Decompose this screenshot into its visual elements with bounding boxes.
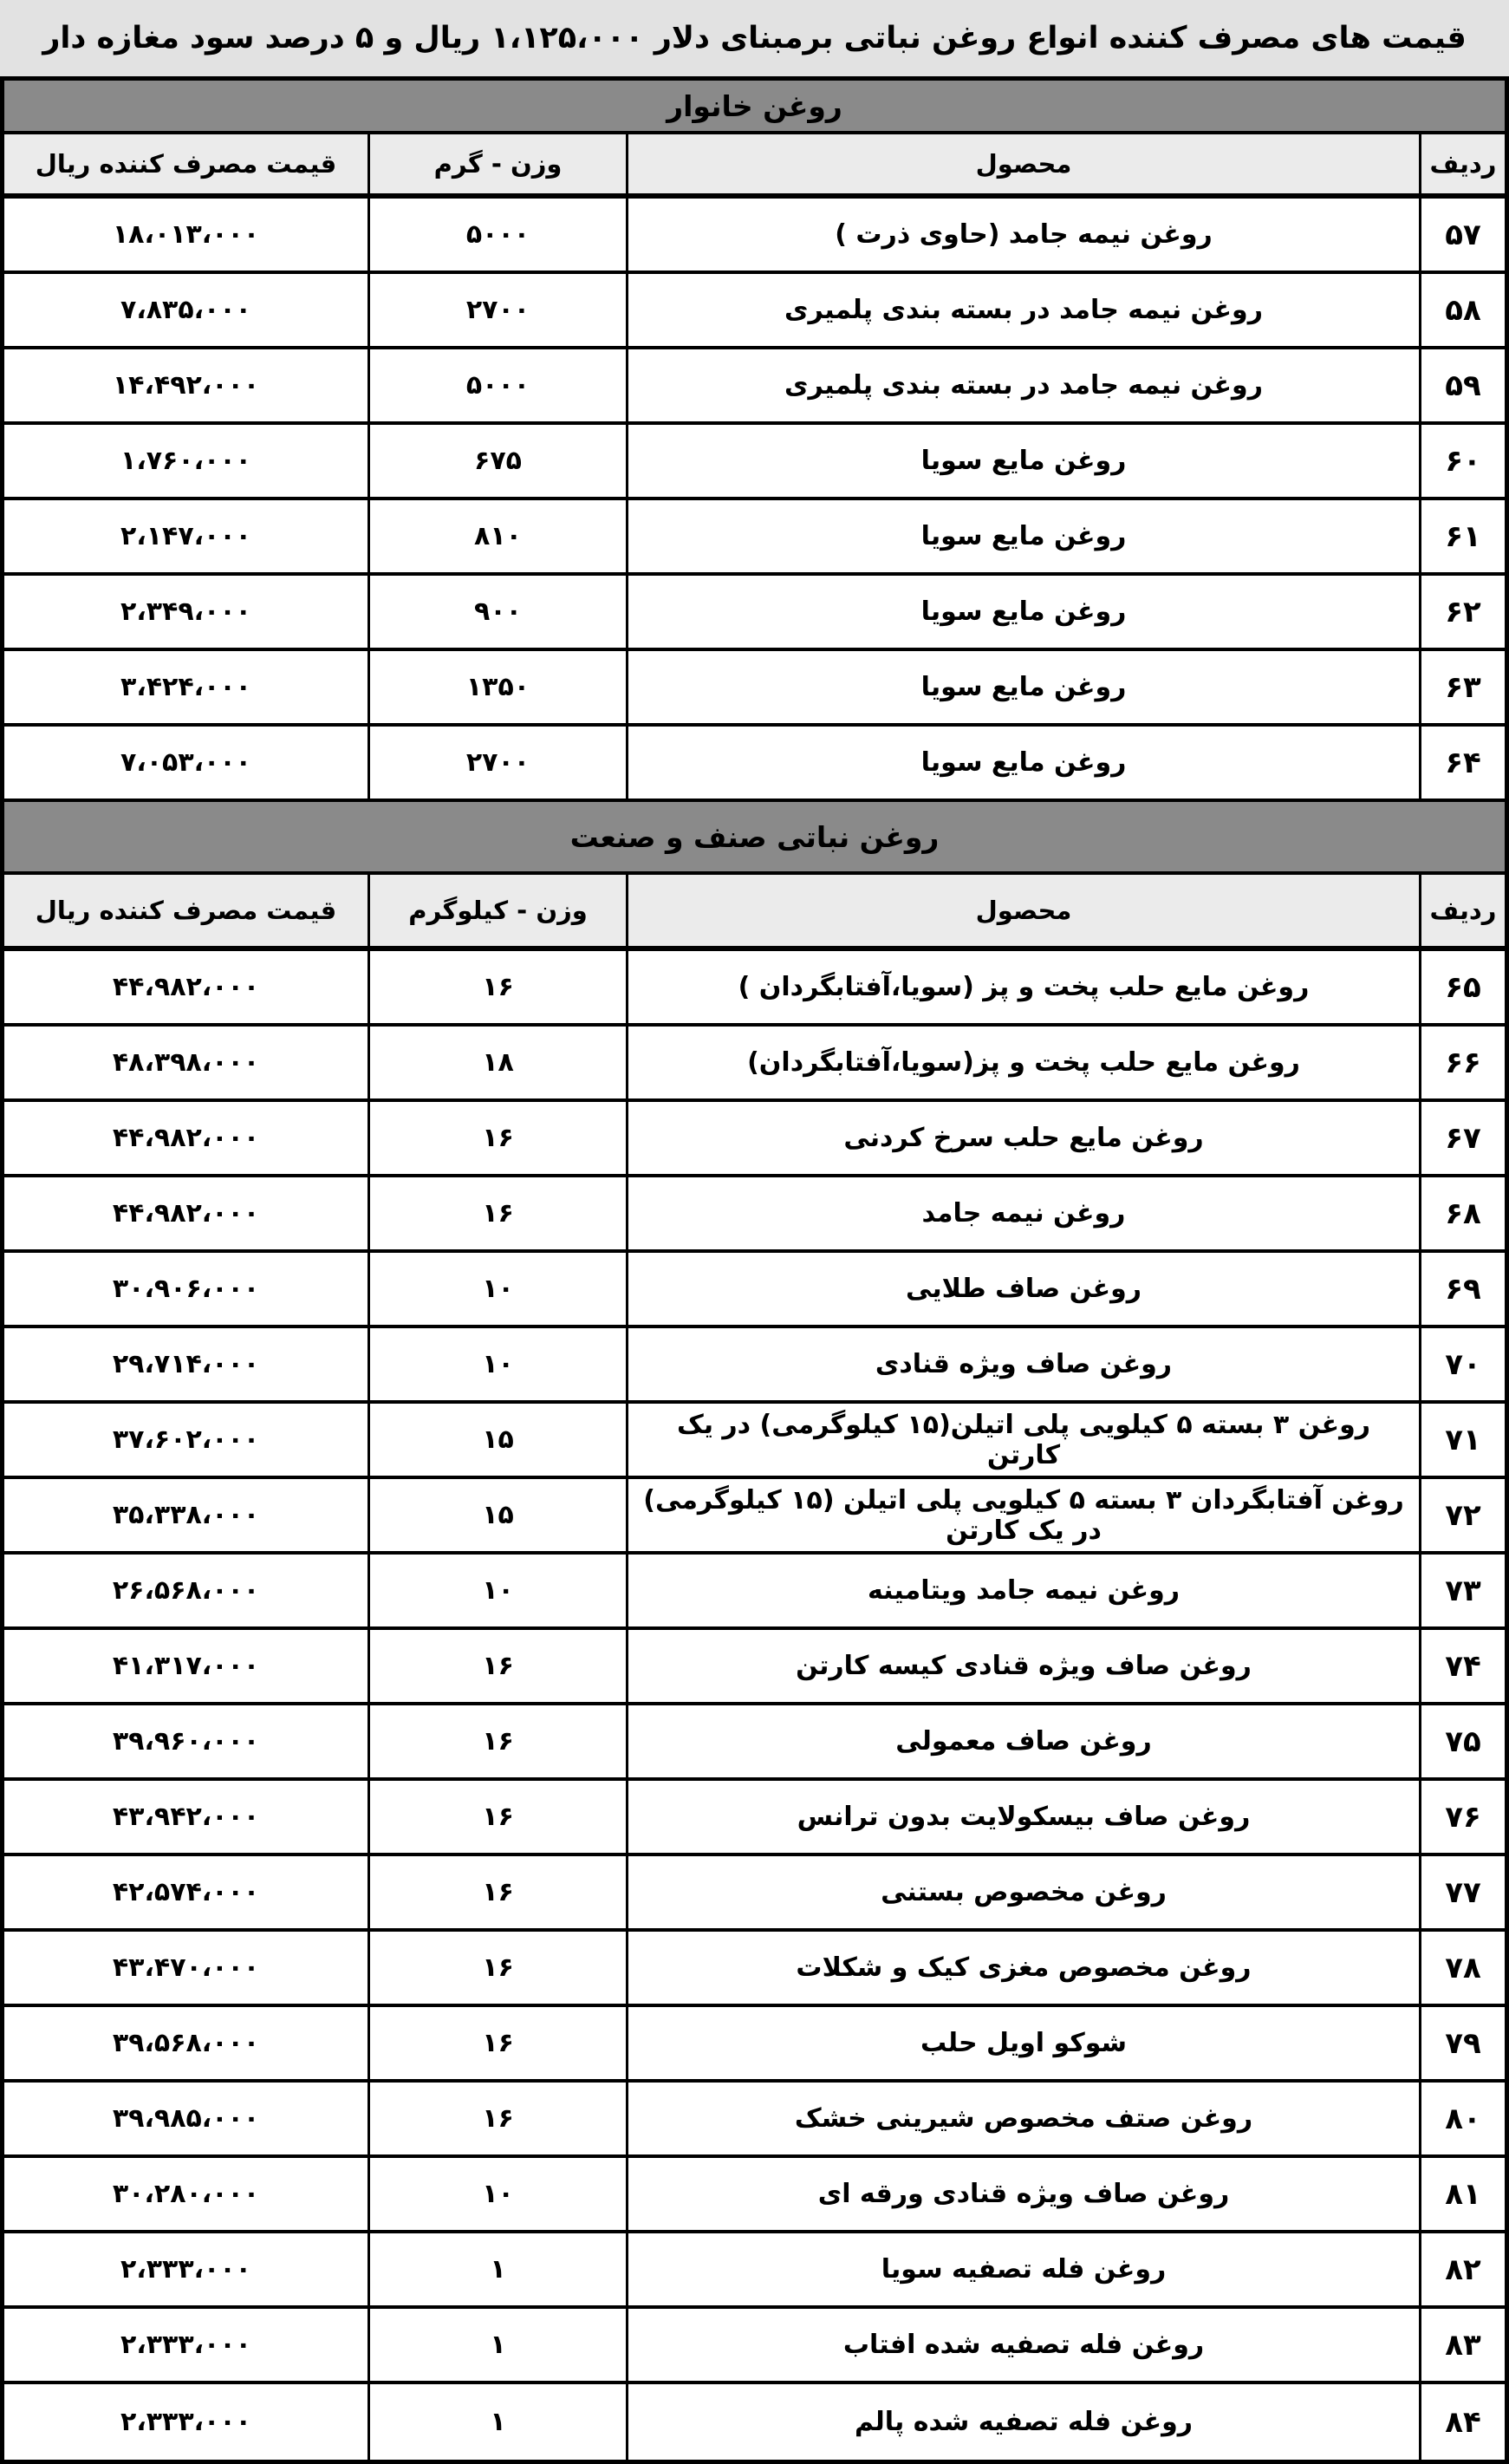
price-cell: ۴۳،۹۴۲،۰۰۰ — [4, 1781, 370, 1853]
product-cell: روغن مایع سویا — [628, 500, 1421, 572]
price-cell: ۲،۳۴۹،۰۰۰ — [4, 576, 370, 648]
column-header-price: قیمت مصرف کننده ریال — [4, 875, 370, 946]
product-cell: روغن مایع حلب پخت و پز (سویا،آفتابگردان ) — [628, 951, 1421, 1023]
product-cell: روغن مایع سویا — [628, 425, 1421, 497]
price-cell: ۱۴،۴۹۲،۰۰۰ — [4, 349, 370, 421]
table-row — [4, 425, 1505, 500]
table-row — [4, 1479, 1505, 1555]
column-header-row — [4, 134, 1505, 199]
row-number-cell: ۶۸ — [1445, 1196, 1481, 1231]
product-cell: روغن مایع سویا — [628, 727, 1421, 799]
weight-cell: ۱۶ — [370, 951, 628, 1023]
row-number-cell: ۸۰ — [1445, 2101, 1481, 2136]
table-row — [4, 500, 1505, 576]
product-cell: شوکو اویل حلب — [628, 2007, 1421, 2079]
table-row — [4, 1102, 1505, 1177]
product-cell: روغن فله تصفیه شده پالم — [628, 2384, 1421, 2460]
price-cell: ۴۴،۹۸۲،۰۰۰ — [4, 1177, 370, 1249]
column-header-row-number: ردیف — [1429, 896, 1497, 925]
table-row — [4, 1328, 1505, 1404]
product-cell: روغن مایع حلب سرخ کردنی — [628, 1102, 1421, 1174]
price-cell: ۳۹،۹۶۰،۰۰۰ — [4, 1705, 370, 1777]
column-header-product: محصول — [628, 875, 1421, 946]
price-cell: ۲،۳۳۳،۰۰۰ — [4, 2309, 370, 2381]
table-row — [4, 2233, 1505, 2309]
row-number-cell: ۶۲ — [1445, 594, 1481, 629]
column-header-row — [4, 875, 1505, 951]
product-cell: روغن نیمه جامد ویتامینه — [628, 1555, 1421, 1626]
weight-cell: ۱۶ — [370, 1705, 628, 1777]
product-cell: روغن صاف بیسکولایت بدون ترانس — [628, 1781, 1421, 1853]
table-row — [4, 2309, 1505, 2384]
product-cell: روغن مخصوص مغزی کیک و شکلات — [628, 1932, 1421, 2004]
row-number-cell: ۶۵ — [1445, 969, 1481, 1005]
table-row — [4, 1781, 1505, 1856]
weight-cell: ۱۶ — [370, 1781, 628, 1853]
row-number-cell: ۶۹ — [1445, 1271, 1481, 1307]
column-header-product: محصول — [628, 134, 1421, 193]
table-row — [4, 651, 1505, 727]
weight-cell: ۱۶ — [370, 1630, 628, 1702]
table-row — [4, 576, 1505, 651]
product-cell: روغن صاف معمولی — [628, 1705, 1421, 1777]
column-header-weight: وزن - گرم — [370, 134, 628, 193]
weight-cell: ۶۷۵ — [370, 425, 628, 497]
row-number-cell: ۸۳ — [1445, 2327, 1481, 2363]
row-number-cell: ۵۸ — [1445, 292, 1481, 328]
table-row — [4, 2083, 1505, 2158]
weight-cell: ۱۰ — [370, 1253, 628, 1325]
weight-cell: ۱ — [370, 2309, 628, 2381]
product-cell: روغن صاف ویژه قنادی کیسه کارتن — [628, 1630, 1421, 1702]
price-cell: ۳۹،۵۶۸،۰۰۰ — [4, 2007, 370, 2079]
table-row — [4, 1253, 1505, 1328]
weight-cell: ۱۰ — [370, 1328, 628, 1400]
row-number-cell: ۸۲ — [1445, 2252, 1481, 2287]
product-cell: روغن نیمه جامد در بسته بندی پلمیری — [628, 274, 1421, 346]
weight-cell: ۱۶ — [370, 1177, 628, 1249]
price-cell: ۱۸،۰۱۳،۰۰۰ — [4, 199, 370, 271]
table-row — [4, 1027, 1505, 1102]
price-cell: ۱،۷۶۰،۰۰۰ — [4, 425, 370, 497]
table-row — [4, 951, 1505, 1027]
table-row — [4, 1856, 1505, 1932]
weight-cell: ۸۱۰ — [370, 500, 628, 572]
price-cell: ۲،۱۴۷،۰۰۰ — [4, 500, 370, 572]
weight-cell: ۵۰۰۰ — [370, 199, 628, 271]
price-cell: ۳۰،۲۸۰،۰۰۰ — [4, 2158, 370, 2230]
weight-cell: ۵۰۰۰ — [370, 349, 628, 421]
product-cell: روغن نیمه جامد — [628, 1177, 1421, 1249]
table-row — [4, 2007, 1505, 2083]
title-band — [0, 0, 1509, 76]
row-number-cell: ۷۲ — [1445, 1497, 1481, 1533]
row-number-cell: ۸۴ — [1445, 2404, 1481, 2440]
row-number-cell: ۶۱ — [1445, 518, 1481, 554]
row-number-cell: ۶۳ — [1445, 669, 1481, 705]
column-header-weight: وزن - کیلوگرم — [370, 875, 628, 946]
product-cell: روغن مایع سویا — [628, 651, 1421, 723]
price-cell: ۲۹،۷۱۴،۰۰۰ — [4, 1328, 370, 1400]
product-cell: روغن مایع سویا — [628, 576, 1421, 648]
price-cell: ۴۳،۴۷۰،۰۰۰ — [4, 1932, 370, 2004]
product-cell: روغن صتف مخصوص شیرینی خشک — [628, 2083, 1421, 2154]
column-header-price: قیمت مصرف کننده ریال — [4, 134, 370, 193]
row-number-cell: ۶۰ — [1445, 443, 1481, 479]
table-row — [4, 1177, 1505, 1253]
product-cell: روغن مخصوص بستنی — [628, 1856, 1421, 1928]
table-row — [4, 199, 1505, 274]
price-cell: ۴۸،۳۹۸،۰۰۰ — [4, 1027, 370, 1098]
price-cell: ۳۵،۳۳۸،۰۰۰ — [4, 1479, 370, 1551]
weight-cell: ۱۵ — [370, 1404, 628, 1476]
page-title: قیمت های مصرف کننده انواع روغن نباتی برمبنای دلار ۱،۱۲۵،۰۰۰ ریال و ۵ درصد سود مغازه دار — [42, 21, 1467, 55]
price-cell: ۴۴،۹۸۲،۰۰۰ — [4, 951, 370, 1023]
product-cell: روغن آفتابگردان ۳ بسته ۵ کیلویی پلی اتیلن (۱۵ کیلوگرمی) در یک کارتن — [628, 1479, 1421, 1551]
price-cell: ۲۶،۵۶۸،۰۰۰ — [4, 1555, 370, 1626]
table-row — [4, 274, 1505, 349]
row-number-cell: ۷۸ — [1445, 1950, 1481, 1985]
weight-cell: ۱۶ — [370, 2007, 628, 2079]
table-row — [4, 727, 1505, 802]
weight-cell: ۱۶ — [370, 1932, 628, 2004]
table-row — [4, 2384, 1505, 2460]
weight-cell: ۱۶ — [370, 1856, 628, 1928]
column-header-row-number: ردیف — [1429, 149, 1497, 179]
price-cell: ۳۹،۹۸۵،۰۰۰ — [4, 2083, 370, 2154]
product-cell: روغن ۳ بسته ۵ کیلویی پلی اتیلن(۱۵ کیلوگرمی) در یک کارتن — [628, 1404, 1421, 1476]
product-cell: روغن صاف ویژه قنادی ورقه ای — [628, 2158, 1421, 2230]
row-number-cell: ۶۶ — [1445, 1045, 1481, 1080]
price-cell: ۴۲،۵۷۴،۰۰۰ — [4, 1856, 370, 1928]
table-row — [4, 349, 1505, 425]
product-cell: روغن فله تصفیه شده افتاب — [628, 2309, 1421, 2381]
weight-cell: ۲۷۰۰ — [370, 274, 628, 346]
row-number-cell: ۷۷ — [1445, 1874, 1481, 1910]
price-cell: ۳۷،۶۰۲،۰۰۰ — [4, 1404, 370, 1476]
product-cell: روغن صاف ویژه قنادی — [628, 1328, 1421, 1400]
row-number-cell: ۶۴ — [1445, 745, 1481, 780]
price-cell: ۳۰،۹۰۶،۰۰۰ — [4, 1253, 370, 1325]
row-number-cell: ۷۴ — [1445, 1648, 1481, 1684]
row-number-cell: ۷۵ — [1445, 1724, 1481, 1759]
product-cell: روغن صاف طلایی — [628, 1253, 1421, 1325]
row-number-cell: ۶۷ — [1445, 1120, 1481, 1156]
section-header-label: روغن خانوار — [667, 88, 842, 123]
weight-cell: ۱ — [370, 2384, 628, 2460]
weight-cell: ۹۰۰ — [370, 576, 628, 648]
row-number-cell: ۷۹ — [1445, 2025, 1481, 2061]
price-cell: ۲،۳۳۳،۰۰۰ — [4, 2233, 370, 2305]
weight-cell: ۱۰ — [370, 1555, 628, 1626]
row-number-cell: ۸۱ — [1445, 2176, 1481, 2212]
row-number-cell: ۷۱ — [1445, 1422, 1481, 1457]
price-table — [0, 76, 1509, 2464]
weight-cell: ۱۳۵۰ — [370, 651, 628, 723]
weight-cell: ۱۶ — [370, 2083, 628, 2154]
table-row — [4, 1404, 1505, 1479]
weight-cell: ۱۵ — [370, 1479, 628, 1551]
section-header-label: روغن نباتی صنف و صنعت — [569, 819, 940, 854]
price-cell: ۷،۸۳۵،۰۰۰ — [4, 274, 370, 346]
row-number-cell: ۷۰ — [1445, 1346, 1481, 1382]
weight-cell: ۱۰ — [370, 2158, 628, 2230]
product-cell: روغن فله تصفیه سویا — [628, 2233, 1421, 2305]
weight-cell: ۱۸ — [370, 1027, 628, 1098]
weight-cell: ۱ — [370, 2233, 628, 2305]
table-row — [4, 1630, 1505, 1705]
section-header-band — [4, 802, 1505, 875]
table-row — [4, 2158, 1505, 2233]
row-number-cell: ۷۶ — [1445, 1799, 1481, 1835]
price-cell: ۷،۰۵۳،۰۰۰ — [4, 727, 370, 799]
weight-cell: ۲۷۰۰ — [370, 727, 628, 799]
price-cell: ۴۱،۳۱۷،۰۰۰ — [4, 1630, 370, 1702]
row-number-cell: ۵۹ — [1445, 368, 1481, 403]
section-header-band — [4, 81, 1505, 134]
product-cell: روغن نیمه جامد (حاوی ذرت ) — [628, 199, 1421, 271]
row-number-cell: ۷۳ — [1445, 1573, 1481, 1608]
product-cell: روغن نیمه جامد در بسته بندی پلمیری — [628, 349, 1421, 421]
price-cell: ۲،۳۳۳،۰۰۰ — [4, 2384, 370, 2460]
row-number-cell: ۵۷ — [1445, 217, 1481, 252]
table-row — [4, 1555, 1505, 1630]
weight-cell: ۱۶ — [370, 1102, 628, 1174]
product-cell: روغن مایع حلب پخت و پز(سویا،آفتابگردان) — [628, 1027, 1421, 1098]
price-cell: ۴۴،۹۸۲،۰۰۰ — [4, 1102, 370, 1174]
price-cell: ۳،۴۲۴،۰۰۰ — [4, 651, 370, 723]
table-row — [4, 1932, 1505, 2007]
table-row — [4, 1705, 1505, 1781]
